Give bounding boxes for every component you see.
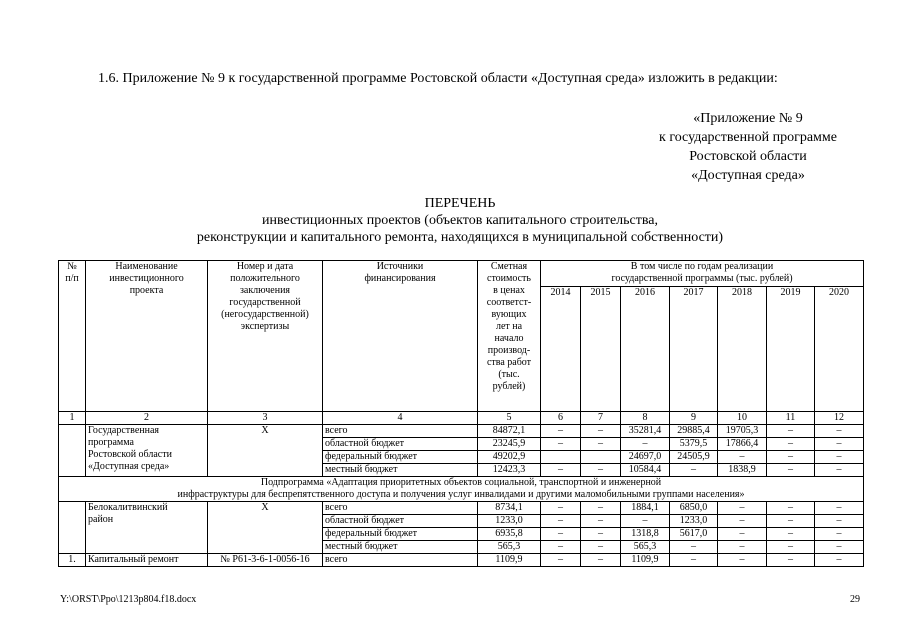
year-value: – bbox=[767, 528, 815, 541]
year-value: – bbox=[767, 541, 815, 554]
year-value: – bbox=[541, 541, 581, 554]
program-name-line: Ростовской области bbox=[88, 449, 172, 460]
estimated-cost: 23245,9 bbox=[478, 438, 541, 451]
district-name bbox=[86, 502, 208, 554]
appendix-heading bbox=[640, 109, 856, 185]
year-value: – bbox=[621, 515, 670, 528]
item-value: – bbox=[718, 554, 767, 567]
column-number: 4 bbox=[323, 412, 478, 425]
year-value: – bbox=[767, 502, 815, 515]
header-year: 2020 bbox=[815, 287, 864, 412]
column-number: 10 bbox=[718, 412, 767, 425]
column-number: 11 bbox=[767, 412, 815, 425]
column-number: 5 bbox=[478, 412, 541, 425]
header-years-title: В том числе по годам реализации государственной программы (тыс. рублей) bbox=[541, 261, 864, 287]
column-number: 7 bbox=[581, 412, 621, 425]
funding-source: федеральный бюджет bbox=[323, 528, 478, 541]
intro-text: 1.6. Приложение № 9 к государственной программе Ростовской области «Доступная среда» изложить в редакции: bbox=[98, 71, 778, 86]
item-source: всего bbox=[323, 554, 478, 567]
appendix-line: «Приложение № 9 bbox=[693, 111, 803, 126]
year-value: 5379,5 bbox=[670, 438, 718, 451]
column-number: 12 bbox=[815, 412, 864, 425]
funding-source: всего bbox=[323, 425, 478, 438]
year-value: – bbox=[670, 464, 718, 477]
estimated-cost: 1233,0 bbox=[478, 515, 541, 528]
column-number: 3 bbox=[208, 412, 323, 425]
year-value: – bbox=[767, 425, 815, 438]
year-value: – bbox=[581, 502, 621, 515]
header-expertise: Номер и дата положительного заключения государственной (негосударственной) экспертизы bbox=[208, 261, 323, 412]
column-numbers-row bbox=[59, 412, 864, 425]
header-year: 2014 bbox=[541, 287, 581, 412]
year-value: – bbox=[621, 438, 670, 451]
header-year: 2019 bbox=[767, 287, 815, 412]
program-name bbox=[86, 425, 208, 477]
subprogram-row bbox=[59, 477, 864, 502]
funding-source: местный бюджет bbox=[323, 464, 478, 477]
item-value: – bbox=[541, 554, 581, 567]
estimated-cost: 12423,3 bbox=[478, 464, 541, 477]
year-value: 565,3 bbox=[621, 541, 670, 554]
item-value: – bbox=[670, 554, 718, 567]
program-row bbox=[59, 425, 864, 438]
estimated-cost: 565,3 bbox=[478, 541, 541, 554]
column-number: 8 bbox=[621, 412, 670, 425]
year-value: – bbox=[670, 541, 718, 554]
column-number: 1 bbox=[59, 412, 86, 425]
year-value: 19705,3 bbox=[718, 425, 767, 438]
doc-subtitle-line2: реконструкции и капитального ремонта, находящихся в муниципальной собственности) bbox=[196, 230, 724, 245]
year-value: 24505,9 bbox=[670, 451, 718, 464]
year-value: 6850,0 bbox=[670, 502, 718, 515]
year-value: 1838,9 bbox=[718, 464, 767, 477]
year-value: – bbox=[718, 528, 767, 541]
estimated-cost: 49202,9 bbox=[478, 451, 541, 464]
doc-subtitle-line1: инвестиционных проектов (объектов капитального строительства, bbox=[261, 213, 659, 228]
year-value: 1318,8 bbox=[621, 528, 670, 541]
year-value: – bbox=[541, 515, 581, 528]
district-num bbox=[59, 502, 86, 554]
header-row bbox=[59, 261, 864, 287]
year-value: – bbox=[815, 541, 864, 554]
year-value: 10584,4 bbox=[621, 464, 670, 477]
header-year: 2016 bbox=[621, 287, 670, 412]
header-num: № п/п bbox=[59, 261, 86, 412]
year-value: 29885,4 bbox=[670, 425, 718, 438]
year-value: – bbox=[767, 451, 815, 464]
appendix-line: к государственной программе bbox=[659, 130, 837, 145]
district-name-line: район bbox=[88, 514, 114, 525]
year-value bbox=[541, 451, 581, 464]
year-value: – bbox=[815, 451, 864, 464]
program-name-line: «Доступная среда» bbox=[88, 461, 170, 472]
item-row bbox=[59, 554, 864, 567]
year-value: 5617,0 bbox=[670, 528, 718, 541]
item-value: – bbox=[767, 554, 815, 567]
program-name-line: программа bbox=[88, 437, 134, 448]
funding-source: областной бюджет bbox=[323, 515, 478, 528]
year-value: 1884,1 bbox=[621, 502, 670, 515]
district-expertise: Х bbox=[208, 502, 323, 554]
year-value: – bbox=[767, 515, 815, 528]
year-value: – bbox=[581, 425, 621, 438]
year-value: 1233,0 bbox=[670, 515, 718, 528]
year-value: – bbox=[718, 451, 767, 464]
column-number: 6 bbox=[541, 412, 581, 425]
year-value: – bbox=[581, 438, 621, 451]
year-value: – bbox=[815, 515, 864, 528]
year-value: – bbox=[718, 541, 767, 554]
subprogram-title: Подпрограмма «Адаптация приоритетных объектов социальной, транспортной и инженерной инфраструктуры для беспрепятственного доступа и получения услуг инвалидами и другими маломобильными группами населения» bbox=[59, 477, 864, 502]
header-name: Наименование инвестиционного проекта bbox=[86, 261, 208, 412]
funding-source: федеральный бюджет bbox=[323, 451, 478, 464]
district-name-line: Белокалитвинский bbox=[88, 502, 168, 513]
district-row bbox=[59, 502, 864, 515]
year-value: – bbox=[581, 528, 621, 541]
appendix-line: «Доступная среда» bbox=[691, 168, 805, 183]
program-expertise: Х bbox=[208, 425, 323, 477]
estimated-cost: 8734,1 bbox=[478, 502, 541, 515]
item-value: 1109,9 bbox=[621, 554, 670, 567]
year-value: – bbox=[767, 464, 815, 477]
item-expertise: № Р61-3-6-1-0056-16 bbox=[208, 554, 323, 567]
item-num: 1. bbox=[59, 554, 86, 567]
year-value: – bbox=[541, 528, 581, 541]
program-name-line: Государственная bbox=[88, 425, 160, 436]
footer-file-path: Y:\ORST\Ppo\1213p804.f18.docx bbox=[60, 594, 197, 605]
funding-source: областной бюджет bbox=[323, 438, 478, 451]
program-section bbox=[59, 425, 864, 477]
year-value: 24697,0 bbox=[621, 451, 670, 464]
district-section bbox=[59, 502, 864, 554]
funding-source: местный бюджет bbox=[323, 541, 478, 554]
year-value: 35281,4 bbox=[621, 425, 670, 438]
year-value: – bbox=[815, 438, 864, 451]
column-number: 9 bbox=[670, 412, 718, 425]
year-value: – bbox=[581, 464, 621, 477]
funding-source: всего bbox=[323, 502, 478, 515]
item-value: – bbox=[815, 554, 864, 567]
item-cost: 1109,9 bbox=[478, 554, 541, 567]
program-num bbox=[59, 425, 86, 477]
year-value bbox=[581, 451, 621, 464]
header-year: 2017 bbox=[670, 287, 718, 412]
year-value: – bbox=[767, 438, 815, 451]
year-value: – bbox=[541, 502, 581, 515]
header-cost: Сметная стоимость в ценах соответст- вующих лет на начало производ- ства работ (тыс. рублей) bbox=[478, 261, 541, 412]
doc-title: ПЕРЕЧЕНЬ bbox=[424, 196, 496, 211]
item-value: – bbox=[581, 554, 621, 567]
year-value: – bbox=[815, 528, 864, 541]
year-value: – bbox=[815, 425, 864, 438]
header-year: 2018 bbox=[718, 287, 767, 412]
year-value: 17866,4 bbox=[718, 438, 767, 451]
header-sources: Источники финансирования bbox=[323, 261, 478, 412]
estimated-cost: 6935,8 bbox=[478, 528, 541, 541]
estimated-cost: 84872,1 bbox=[478, 425, 541, 438]
year-value: – bbox=[541, 464, 581, 477]
projects-table bbox=[58, 260, 864, 567]
year-value: – bbox=[718, 515, 767, 528]
year-value: – bbox=[815, 502, 864, 515]
year-value: – bbox=[541, 438, 581, 451]
year-value: – bbox=[581, 541, 621, 554]
page-number: 29 bbox=[850, 594, 860, 605]
year-value: – bbox=[815, 464, 864, 477]
appendix-line: Ростовской области bbox=[689, 149, 807, 164]
year-value: – bbox=[718, 502, 767, 515]
column-number: 2 bbox=[86, 412, 208, 425]
item-name: Капитальный ремонт bbox=[86, 554, 208, 567]
year-value: – bbox=[541, 425, 581, 438]
year-value: – bbox=[581, 515, 621, 528]
header-year: 2015 bbox=[581, 287, 621, 412]
